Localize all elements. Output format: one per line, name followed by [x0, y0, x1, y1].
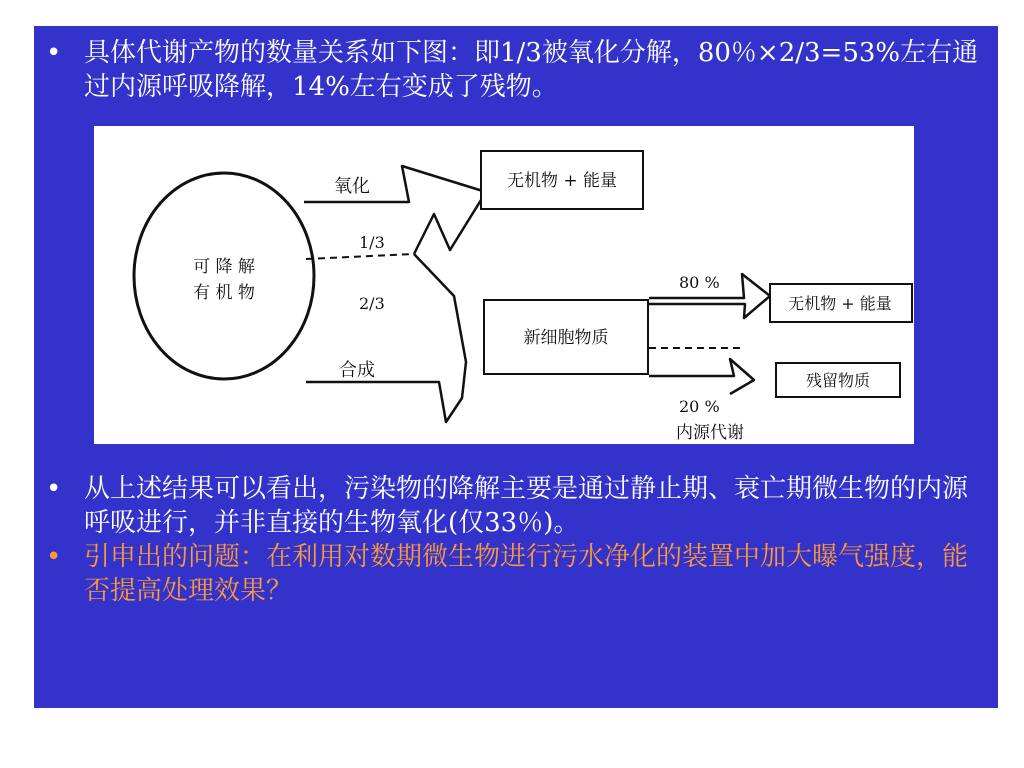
label-80-percent: 80 %	[679, 273, 720, 292]
fraction-2-3: 2/3	[359, 294, 385, 313]
box-inorganic-energy-top-label: 无机物 + 能量	[506, 171, 618, 191]
bullet-text: 具体代谢产物的数量关系如下图：即1/3被氧化分解，80％×2/3=53%左右通过内源呼吸降解，14%左右变成了残物。	[84, 38, 979, 102]
source-label-line2: 有 机 物	[193, 283, 255, 303]
label-endogenous-metabolism: 内源代谢	[676, 423, 744, 443]
box-residue-label: 残留物质	[805, 371, 871, 390]
split-dashed-line	[306, 254, 414, 259]
oxidation-label: 氧化	[334, 176, 370, 197]
synthesis-arrow	[306, 254, 466, 422]
arrow-20-percent	[649, 359, 754, 394]
metabolism-diagram	[94, 126, 914, 444]
bullet-dot: •	[46, 542, 62, 572]
fraction-1-3: 1/3	[359, 233, 385, 252]
bullet-text: 引申出的问题：在利用对数期微生物进行污水净化的装置中加大曝气强度，能否提高处理效果？	[84, 542, 969, 606]
oxidation-arrow	[304, 166, 486, 254]
diagram-svg	[94, 126, 914, 444]
bullet-dot: •	[46, 474, 62, 504]
slide	[34, 26, 998, 708]
source-label-line1: 可 降 解	[193, 257, 255, 277]
bullet-dot: •	[46, 38, 62, 68]
bullet-text: 从上述结果可以看出，污染物的降解主要是通过静止期、衰亡期微生物的内源呼吸进行，并非直接的生物氧化(仅33％)。	[84, 474, 969, 538]
box-inorganic-energy-right-label: 无机物 + 能量	[788, 294, 892, 313]
box-new-cell-material-label: 新细胞物质	[523, 328, 609, 348]
synthesis-label: 合成	[339, 360, 375, 381]
label-20-percent: 20 %	[679, 397, 720, 416]
